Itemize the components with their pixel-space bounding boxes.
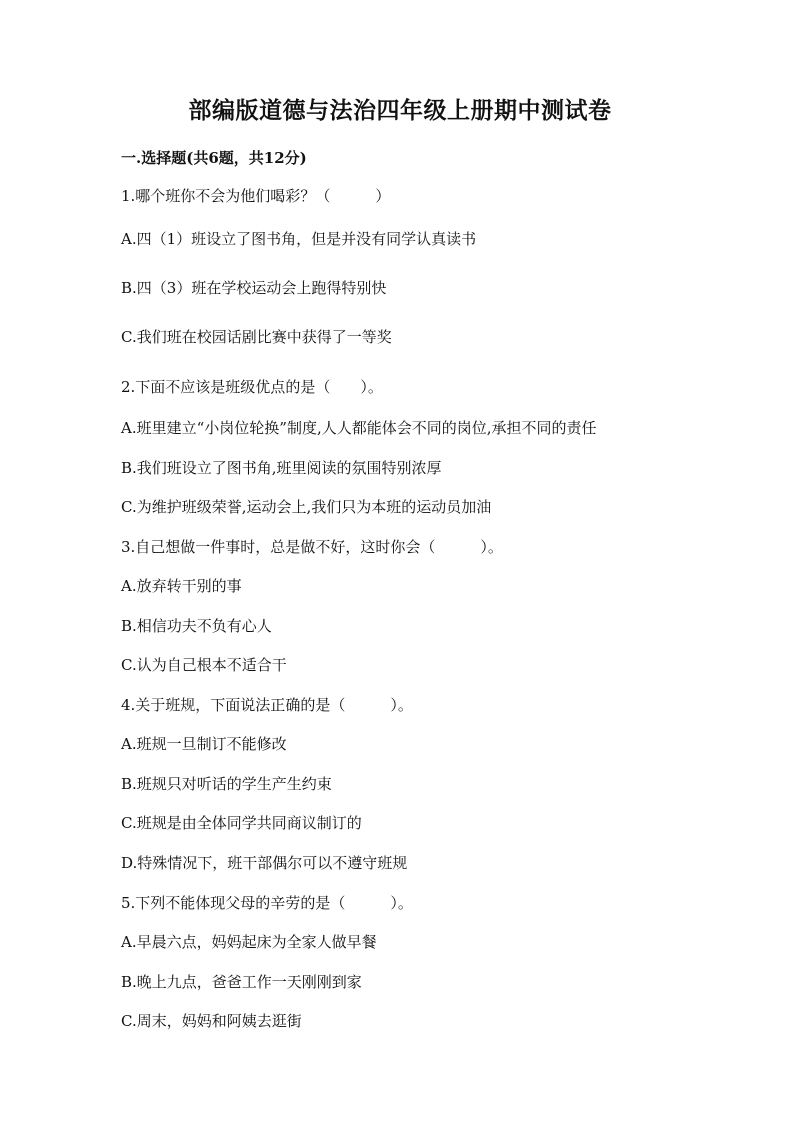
question-2-option-c: C.为维护班级荣誉,运动会上,我们只为本班的运动员加油 [121, 498, 492, 516]
question-3-option-a: A.放弃转干别的事 [121, 577, 242, 595]
question-5-option-b: B.晚上九点，爸爸工作一天刚刚到家 [121, 973, 362, 991]
question-5-option-a: A.早晨六点，妈妈起床为全家人做早餐 [121, 933, 377, 951]
question-1-option-b: B.四（3）班在学校运动会上跑得特别快 [121, 279, 387, 297]
question-1-stem: 1.哪个班你不会为他们喝彩？（ ） [121, 187, 391, 205]
question-3-option-b: B.相信功夫不负有心人 [121, 617, 272, 635]
question-4-option-a: A.班规一旦制订不能修改 [121, 735, 287, 753]
question-4-stem: 4.关于班规，下面说法正确的是（ ）。 [121, 696, 413, 714]
question-4-option-d: D.特殊情况下，班干部偶尔可以不遵守班规 [121, 854, 408, 872]
question-4-option-b: B.班规只对听话的学生产生约束 [121, 775, 332, 793]
question-1-option-a: A.四（1）班设立了图书角，但是并没有同学认真读书 [121, 230, 477, 248]
question-3-option-c: C.认为自己根本不适合干 [121, 656, 287, 674]
question-1-option-c: C.我们班在校园话剧比赛中获得了一等奖 [121, 328, 392, 346]
question-4-option-c: C.班规是由全体同学共同商议制订的 [121, 814, 362, 832]
question-5-option-c: C.周末，妈妈和阿姨去逛街 [121, 1012, 302, 1030]
question-2-stem: 2.下面不应该是班级优点的是（ ）。 [121, 378, 383, 396]
question-3-stem: 3.自己想做一件事时，总是做不好，这时你会（ ）。 [121, 538, 503, 556]
page-title: 部编版道德与法治四年级上册期中测试卷 [188, 97, 612, 124]
question-2-option-a: A.班里建立“小岗位轮换”制度,人人都能体会不同的岗位,承担不同的责任 [121, 419, 597, 437]
question-2-option-b: B.我们班设立了图书角,班里阅读的氛围特别浓厚 [121, 459, 442, 477]
question-5-stem: 5.下列不能体现父母的辛劳的是（ ）。 [121, 894, 413, 912]
section-heading: 一.选择题(共6题，共12分) [121, 149, 307, 167]
